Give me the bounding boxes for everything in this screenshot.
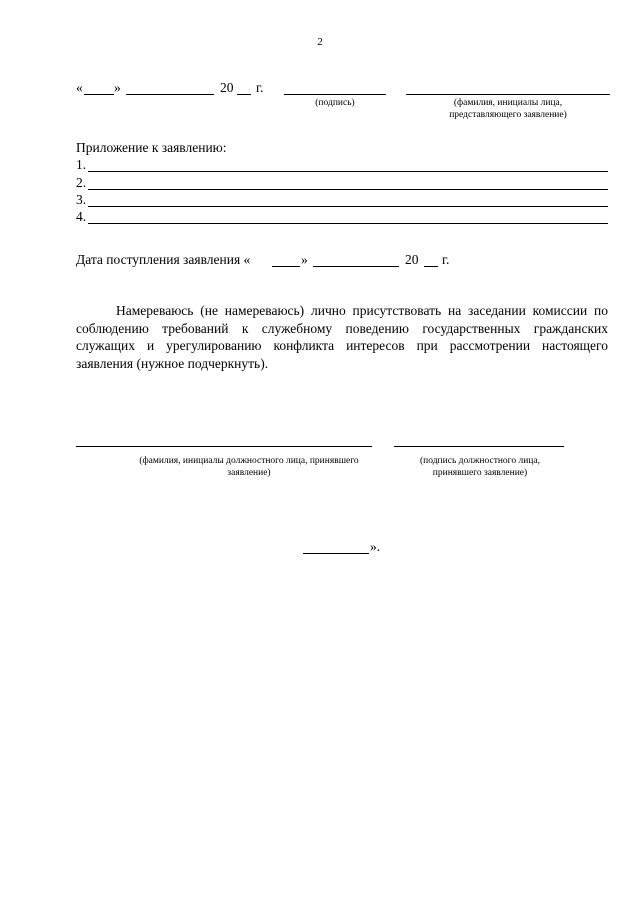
receipt-day-field[interactable] xyxy=(272,266,300,267)
attachment-number: 4. xyxy=(76,209,87,224)
date-year-prefix: 20 xyxy=(220,80,234,95)
official-signature-field[interactable] xyxy=(394,446,564,447)
receipt-date-label: Дата поступления заявления « xyxy=(76,252,251,267)
official-name-caption-1: (фамилия, инициалы должностного лица, принявшего xyxy=(139,456,359,466)
attachments-title: Приложение к заявлению: xyxy=(76,140,227,155)
date-close-quote: » xyxy=(114,80,121,95)
date-month-field[interactable] xyxy=(126,94,214,95)
official-name-caption-2: заявление) xyxy=(227,468,271,478)
date-year-suffix: г. xyxy=(256,80,264,95)
page-number: 2 xyxy=(317,36,323,48)
attachment-number: 2. xyxy=(76,175,87,190)
attachment-field-3[interactable] xyxy=(88,206,608,207)
date-year-field[interactable] xyxy=(237,94,251,95)
attachment-field-1[interactable] xyxy=(88,171,608,172)
signature-caption: (подпись) xyxy=(315,98,355,108)
receipt-year-prefix: 20 xyxy=(405,252,419,267)
intent-paragraph: Намереваюсь (не намереваюсь) лично присутствовать на заседании комиссии по соблюдению требований к служебному поведению государственных гражданских служащих и урегулированию конфликта интересов при рассмотрении настоящего заявления (нужное подчеркнуть). xyxy=(76,303,608,371)
receipt-year-suffix: г. xyxy=(442,252,450,267)
applicant-name-field[interactable] xyxy=(406,94,610,95)
attachment-number: 3. xyxy=(76,192,87,207)
official-signature-caption-2: принявшего заявление) xyxy=(432,468,528,478)
attachment-field-4[interactable] xyxy=(88,223,608,224)
closing-mark: ». xyxy=(370,539,381,554)
signature-field[interactable] xyxy=(284,94,386,95)
official-name-field[interactable] xyxy=(76,446,372,447)
applicant-name-caption-2: представляющего заявление) xyxy=(449,110,567,120)
date-day-field[interactable] xyxy=(84,94,114,95)
applicant-name-caption-1: (фамилия, инициалы лица, xyxy=(453,98,563,108)
official-signature-caption-1: (подпись должностного лица, xyxy=(420,456,540,466)
receipt-year-field[interactable] xyxy=(424,266,438,267)
date-open-quote: « xyxy=(76,80,83,95)
receipt-close-quote: » xyxy=(301,252,308,267)
attachment-number: 1. xyxy=(76,157,87,172)
attachment-field-2[interactable] xyxy=(88,189,608,190)
closing-field[interactable] xyxy=(303,553,369,554)
receipt-month-field[interactable] xyxy=(313,266,399,267)
